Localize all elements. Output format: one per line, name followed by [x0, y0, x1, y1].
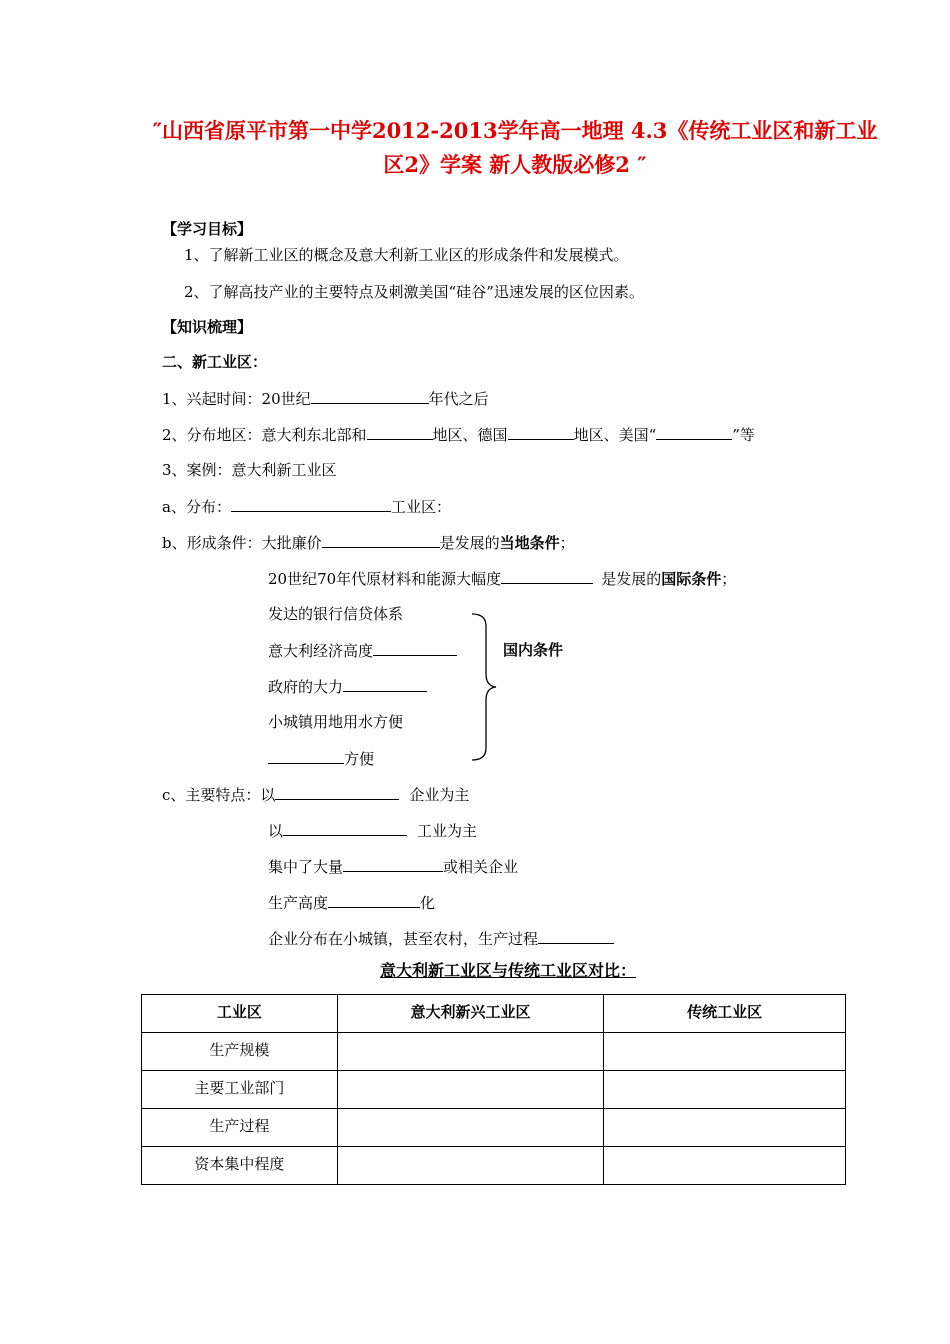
b-prefix: b、形成条件：大批廉价 — [162, 534, 322, 552]
c-features-line — [162, 784, 469, 805]
rise-blank[interactable] — [311, 388, 429, 404]
table-caption: 意大利新工业区与传统工业区对比： — [380, 961, 637, 980]
table-cell[interactable] — [604, 1147, 846, 1185]
dist-blank-1[interactable] — [367, 424, 433, 440]
domestic-item-4: 小城镇用地用水方便 — [268, 713, 404, 731]
c2-blank[interactable] — [283, 820, 407, 836]
table-row — [142, 1147, 846, 1185]
table-cell[interactable] — [604, 1109, 846, 1147]
a-blank[interactable] — [231, 496, 391, 512]
curly-brace-icon — [466, 612, 498, 762]
table-cell[interactable] — [337, 1109, 604, 1147]
c2-prefix: 以 — [268, 822, 284, 840]
dist-mid-2: 地区、美国“ — [573, 426, 657, 444]
a-suffix: 工业区： — [390, 498, 451, 516]
table-cell[interactable] — [337, 1071, 604, 1109]
objective-2: 2、了解高技产业的主要特点及刺激美国“硅谷”迅速发展的区位因素。 — [184, 283, 644, 301]
b-conditions-line — [162, 532, 575, 553]
b2-prefix: 20世纪70年代原材料和能源大幅度 — [268, 570, 502, 588]
dom-2-blank[interactable] — [373, 640, 457, 656]
table-row — [142, 1071, 846, 1109]
b2-mid: 是发展的 — [601, 570, 662, 588]
table-cell[interactable] — [604, 1071, 846, 1109]
domestic-conditions-label: 国内条件 — [503, 641, 564, 659]
c3-prefix: 集中了大量 — [268, 858, 344, 876]
b-international-line — [268, 568, 736, 589]
b2-international-conditions: 国际条件 — [661, 570, 722, 588]
dom-5-text: 方便 — [344, 750, 375, 768]
a-prefix: a、分布： — [162, 498, 231, 516]
c-feature-2 — [268, 820, 477, 841]
c-feature-4 — [268, 892, 435, 913]
c5-prefix: 企业分布在小城镇，甚至农村，生产过程 — [268, 930, 539, 948]
dist-blank-2[interactable] — [508, 424, 574, 440]
c-feature-5 — [268, 928, 614, 949]
domestic-item-2 — [268, 640, 457, 661]
dom-5-blank[interactable] — [268, 748, 344, 764]
table-header-row — [142, 995, 846, 1033]
case-line: 3、案例：意大利新工业区 — [162, 461, 337, 479]
domestic-item-3 — [268, 676, 427, 697]
c5-blank[interactable] — [538, 928, 614, 944]
table-row — [142, 1109, 846, 1147]
b2-blank[interactable] — [501, 568, 593, 584]
b-local-conditions: 当地条件 — [499, 534, 560, 552]
dist-suffix: ”等 — [732, 426, 755, 444]
b-blank[interactable] — [322, 532, 440, 548]
header-new-industrial-area: 意大利新兴工业区 — [337, 995, 604, 1033]
dist-prefix: 2、分布地区：意大利东北部和 — [162, 426, 367, 444]
c4-prefix: 生产高度 — [268, 894, 329, 912]
c1-suffix: 企业为主 — [409, 786, 470, 804]
objective-1: 1、了解新工业区的概念及意大利新工业区的形成条件和发展模式。 — [184, 246, 629, 264]
dom-2-text: 意大利经济高度 — [268, 642, 374, 660]
rise-suffix: 年代之后 — [428, 390, 489, 408]
c3-suffix: 或相关企业 — [443, 858, 519, 876]
knowledge-heading: 【知识梳理】 — [162, 318, 253, 336]
b-end: ； — [559, 534, 575, 552]
domestic-item-5 — [268, 748, 374, 769]
header-traditional-industrial-area: 传统工业区 — [604, 995, 846, 1033]
c1-blank[interactable] — [275, 784, 399, 800]
b2-end: ； — [721, 570, 737, 588]
a-distribution-line — [162, 496, 451, 517]
rise-time-line — [162, 388, 489, 409]
row-label: 生产规模 — [142, 1033, 338, 1071]
c4-suffix: 化 — [420, 894, 436, 912]
row-label: 资本集中程度 — [142, 1147, 338, 1185]
row-label: 生产过程 — [142, 1109, 338, 1147]
dom-3-text: 政府的大力 — [268, 678, 344, 696]
b-mid: 是发展的 — [439, 534, 500, 552]
row-label: 主要工业部门 — [142, 1071, 338, 1109]
objectives-heading: 【学习目标】 — [162, 220, 253, 238]
c3-blank[interactable] — [343, 856, 443, 872]
header-industrial-area: 工业区 — [142, 995, 338, 1033]
table-cell[interactable] — [604, 1033, 846, 1071]
distribution-line — [162, 424, 755, 445]
comparison-table — [141, 994, 846, 1185]
table-cell[interactable] — [337, 1147, 604, 1185]
document-title: ″山西省原平市第一中学2012-2013学年高一地理 4.3《传统工业区和新工业区2》学案 新人教版必修2 ″ — [152, 118, 878, 177]
table-row — [142, 1033, 846, 1071]
part-heading: 二、新工业区： — [162, 353, 268, 371]
c4-blank[interactable] — [328, 892, 420, 908]
c-feature-3 — [268, 856, 518, 877]
dist-blank-3[interactable] — [656, 424, 732, 440]
c-prefix: c、主要特点：以 — [162, 786, 276, 804]
domestic-item-1: 发达的银行信贷体系 — [268, 605, 404, 623]
rise-prefix: 1、兴起时间：20世纪 — [162, 390, 311, 408]
dom-3-blank[interactable] — [343, 676, 427, 692]
table-cell[interactable] — [337, 1033, 604, 1071]
c2-suffix: 工业为主 — [417, 822, 478, 840]
dist-mid-1: 地区、德国 — [432, 426, 508, 444]
